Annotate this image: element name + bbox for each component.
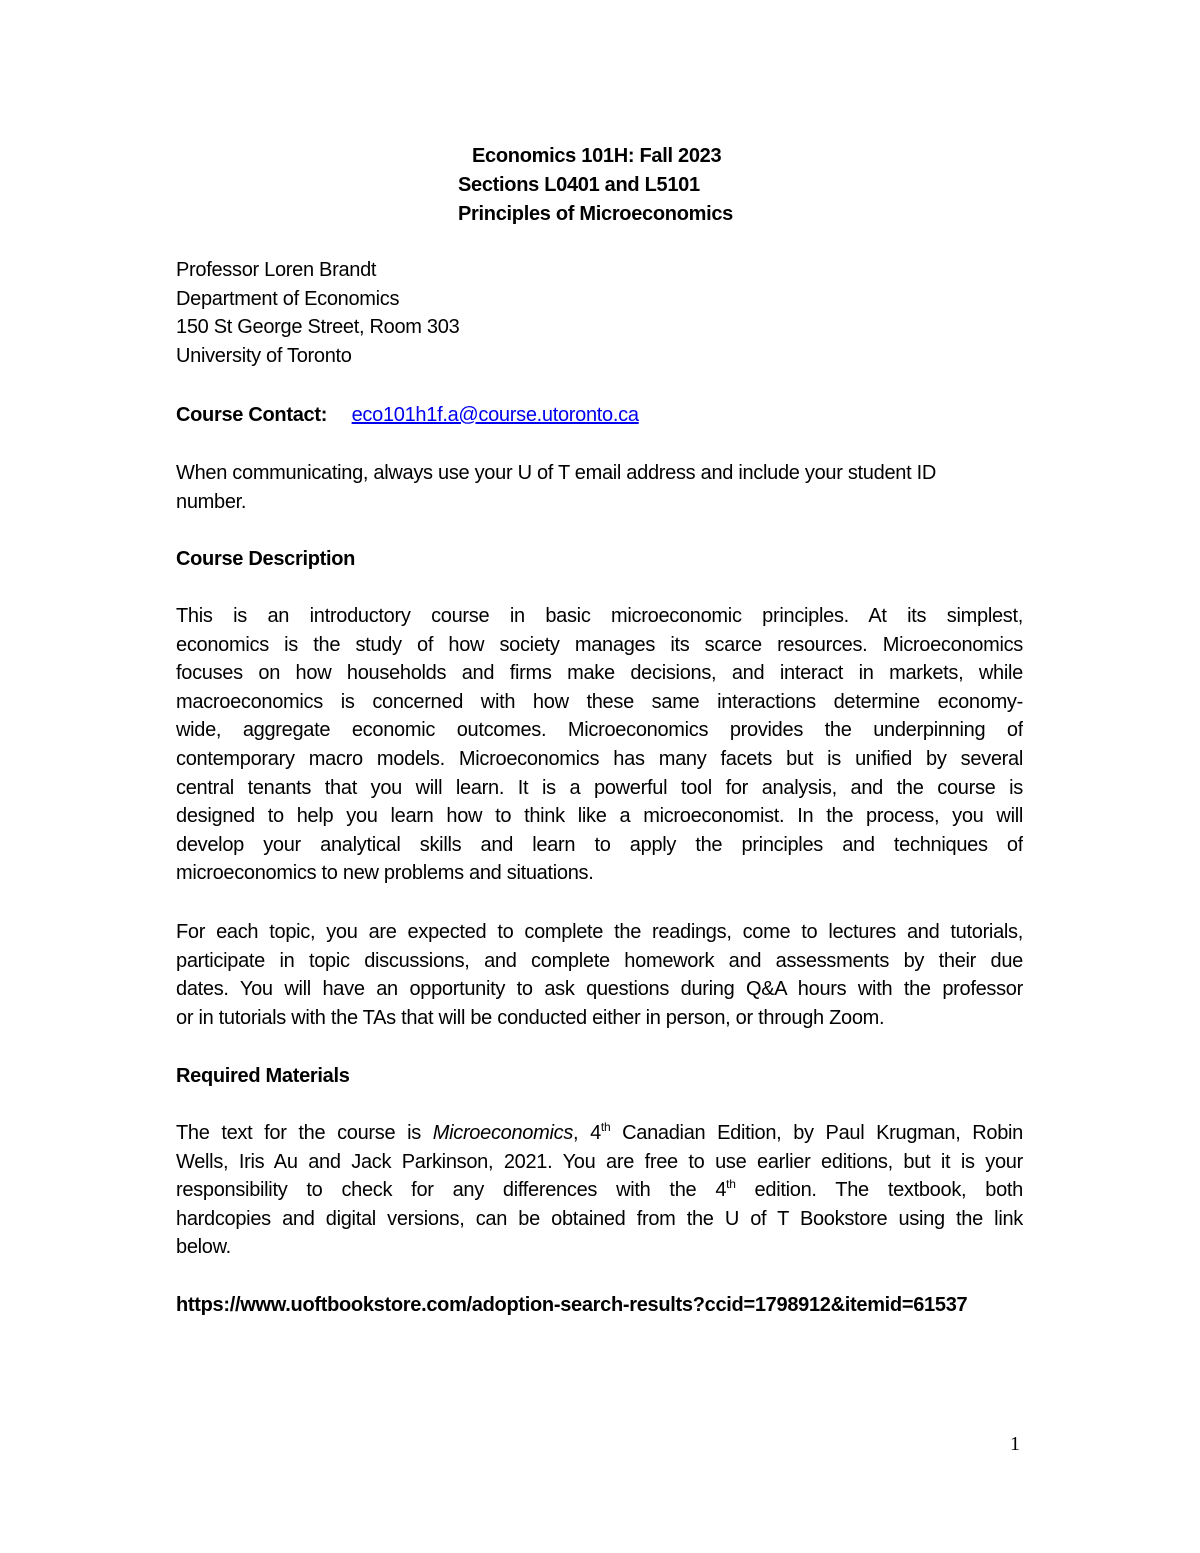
contact-note — [176, 459, 1023, 516]
bookstore-url[interactable]: https://www.uoftbookstore.com/adoption-search-results?ccid=1798912&itemid=61537 — [176, 1294, 968, 1316]
paragraph-line: wide, aggregate economic outcomes. Microeconomics provides the underpinning of — [176, 719, 1023, 742]
paragraph-line: designed to help you learn how to think like a microeconomist. In the process, you will — [176, 805, 1023, 828]
paragraph-line: dates. You will have an opportunity to ask questions during Q&A hours with the professor — [176, 978, 1023, 1001]
instructor-name: Professor Loren Brandt — [176, 259, 377, 281]
paragraph-line: develop your analytical skills and learn to apply the principles and techniques of — [176, 833, 1023, 856]
paragraph-line: participate in topic discussions, and complete homework and assessments by their due — [176, 949, 1023, 972]
course-subtitle: Principles of Microeconomics — [458, 203, 734, 225]
paragraph-line: below. — [176, 1236, 231, 1259]
paragraph-line: This is an introductory course in basic microeconomic principles. At its simplest, — [176, 605, 1023, 627]
course-contact-line — [176, 401, 1023, 430]
textbook-title: Microeconomics — [432, 1122, 574, 1144]
page-number: 1 — [1010, 1433, 1020, 1455]
required-materials-heading: Required Materials — [176, 1065, 350, 1087]
paragraph-line: contemporary macro models. Microeconomics has many facets but is unified by several — [176, 747, 1023, 770]
paragraph-line: responsibility to check for any differences with the 4th edition. The textbook, both — [176, 1177, 1023, 1202]
instructor-university: University of Toronto — [176, 344, 352, 367]
paragraph-line: economics is the study of how society manages its scarce resources. Microeconomics — [176, 633, 1023, 656]
paragraph-line: or in tutorials with the TAs that will be conducted either in person, or through Zoom. — [176, 1006, 885, 1029]
required-materials-paragraph — [176, 1119, 1023, 1262]
course-description-heading: Course Description — [176, 548, 356, 570]
paragraph-line: hardcopies and digital versions, can be obtained from the U of T Bookstore using the link — [176, 1207, 1023, 1230]
contact-note-line: When communicating, always use your U of T email address and include your student ID — [176, 462, 937, 484]
course-description-paragraph-2 — [176, 918, 1023, 1032]
course-description-paragraph-1 — [176, 602, 1023, 888]
course-contact-label: Course Contact: — [176, 404, 328, 426]
paragraph-line: focuses on how households and firms make decisions, and interact in markets, while — [176, 662, 1023, 685]
course-sections: Sections L0401 and L5101 — [458, 174, 700, 196]
instructor-block — [176, 256, 1023, 370]
bookstore-url-line — [176, 1291, 1023, 1320]
paragraph-line: The text for the course is Microeconomics, 4th Canadian Edition, by Paul Krugman, Robin — [176, 1120, 1023, 1144]
instructor-address: 150 St George Street, Room 303 — [176, 316, 460, 339]
paragraph-line: microeconomics to new problems and situations. — [176, 862, 594, 885]
paragraph-line: macroeconomics is concerned with how these same interactions determine economy- — [176, 690, 1023, 713]
contact-note-line: number. — [176, 490, 247, 513]
instructor-department: Department of Economics — [176, 287, 400, 310]
paragraph-line: central tenants that you will learn. It is a powerful tool for analysis, and the course is — [176, 776, 1023, 799]
paragraph-line: Wells, Iris Au and Jack Parkinson, 2021. You are free to use earlier editions, but it is your — [176, 1150, 1023, 1173]
course-contact-email-link[interactable]: eco101h1f.a@course.utoronto.ca — [351, 404, 639, 426]
course-title: Economics 101H: Fall 2023 — [472, 145, 722, 167]
paragraph-line: For each topic, you are expected to complete the readings, come to lectures and tutorials, — [176, 921, 1023, 943]
